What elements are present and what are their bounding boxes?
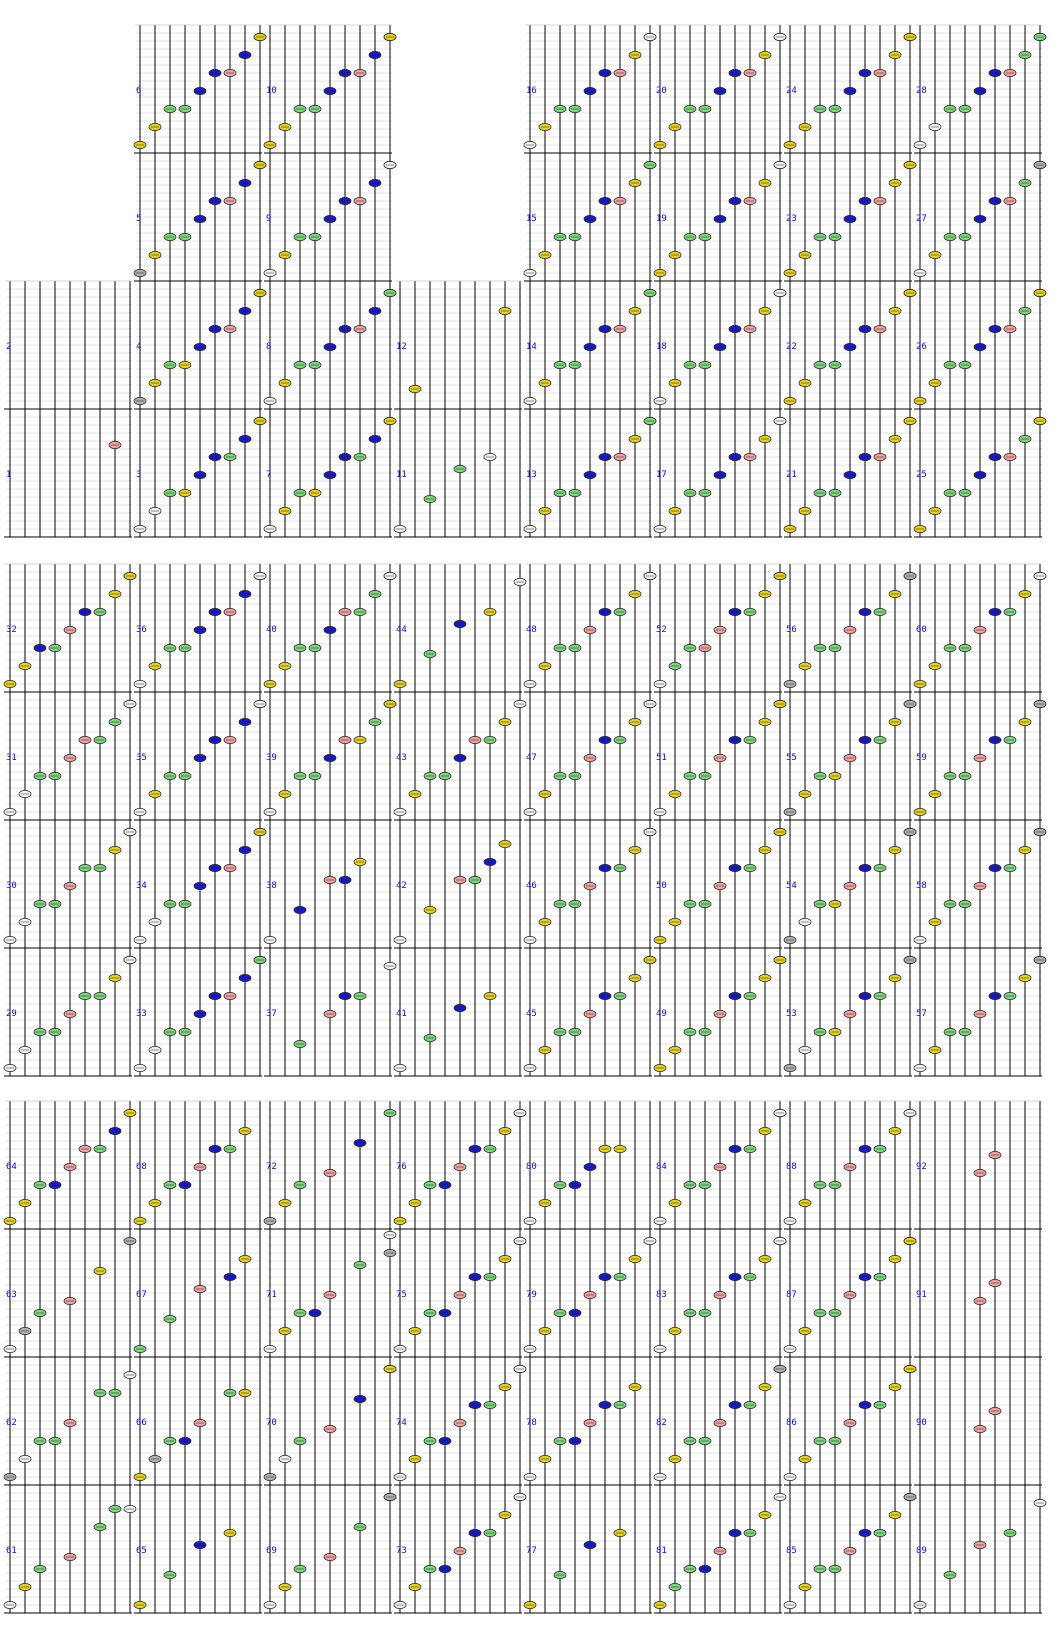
staff-column-row-2-3 bbox=[264, 564, 396, 1076]
measure-number: 44 bbox=[396, 625, 407, 635]
measure-number: 48 bbox=[526, 625, 537, 635]
measure-number: 2 bbox=[6, 342, 12, 352]
measure-number: 65 bbox=[136, 1546, 147, 1556]
measure-number: 17 bbox=[656, 470, 667, 480]
measure-number: 49 bbox=[656, 1009, 667, 1019]
measure-number: 25 bbox=[916, 470, 927, 480]
staff-column-row-2-7 bbox=[784, 564, 916, 1076]
measure-number: 87 bbox=[786, 1290, 797, 1300]
measure-number: 9 bbox=[266, 214, 272, 224]
measure-number: 57 bbox=[916, 1009, 927, 1019]
staff-column-row-3-8 bbox=[914, 1101, 1046, 1613]
staff-column-row-1-8 bbox=[914, 25, 1046, 537]
measure-number: 19 bbox=[656, 214, 667, 224]
staff-column-row-2-8 bbox=[914, 564, 1046, 1076]
measure-number: 28 bbox=[916, 86, 927, 96]
measure-number: 21 bbox=[786, 470, 797, 480]
measure-number: 35 bbox=[136, 753, 147, 763]
staff-column-row-1-1 bbox=[4, 281, 132, 537]
measure-number: 30 bbox=[6, 881, 17, 891]
staff-column-row-1-6 bbox=[654, 25, 786, 537]
measure-number: 83 bbox=[656, 1290, 667, 1300]
measure-number: 16 bbox=[526, 86, 537, 96]
staff-column-row-1-7 bbox=[784, 25, 916, 537]
measure-number: 32 bbox=[6, 625, 17, 635]
measure-number: 23 bbox=[786, 214, 797, 224]
measure-number: 69 bbox=[266, 1546, 277, 1556]
measure-number: 60 bbox=[916, 625, 927, 635]
measure-number: 88 bbox=[786, 1162, 797, 1172]
measure-number: 63 bbox=[6, 1290, 17, 1300]
staff-column-row-3-3 bbox=[264, 1101, 396, 1613]
staff-column-row-2-5 bbox=[524, 564, 656, 1076]
measure-number: 3 bbox=[136, 470, 142, 480]
measure-number: 10 bbox=[266, 86, 277, 96]
measure-number: 78 bbox=[526, 1418, 537, 1428]
measure-number: 34 bbox=[136, 881, 147, 891]
measure-number: 38 bbox=[266, 881, 277, 891]
measure-number: 81 bbox=[656, 1546, 667, 1556]
measure-number: 74 bbox=[396, 1418, 407, 1428]
measure-number: 76 bbox=[396, 1162, 407, 1172]
measure-number: 89 bbox=[916, 1546, 927, 1556]
staff-column-row-3-5 bbox=[524, 1101, 656, 1613]
staff-column-row-3-4 bbox=[394, 1101, 526, 1613]
measure-number: 77 bbox=[526, 1546, 537, 1556]
measure-number: 13 bbox=[526, 470, 537, 480]
measure-number: 22 bbox=[786, 342, 797, 352]
measure-number: 75 bbox=[396, 1290, 407, 1300]
measure-number: 50 bbox=[656, 881, 667, 891]
measure-number: 47 bbox=[526, 753, 537, 763]
measure-number: 51 bbox=[656, 753, 667, 763]
measure-number: 71 bbox=[266, 1290, 277, 1300]
measure-number: 37 bbox=[266, 1009, 277, 1019]
measure-number: 43 bbox=[396, 753, 407, 763]
staff-column-row-1-4 bbox=[394, 281, 522, 537]
staff-column-row-3-2 bbox=[134, 1101, 262, 1613]
measure-number: 64 bbox=[6, 1162, 17, 1172]
measure-number: 56 bbox=[786, 625, 797, 635]
measure-number: 12 bbox=[396, 342, 407, 352]
measure-number: 18 bbox=[656, 342, 667, 352]
measure-number: 61 bbox=[6, 1546, 17, 1556]
measure-number: 7 bbox=[266, 470, 272, 480]
measure-number: 39 bbox=[266, 753, 277, 763]
measure-number: 31 bbox=[6, 753, 17, 763]
staff-column-row-2-1 bbox=[4, 564, 136, 1076]
measure-number: 67 bbox=[136, 1290, 147, 1300]
measure-number: 11 bbox=[396, 470, 407, 480]
staff-column-row-1-2 bbox=[134, 25, 266, 537]
measure-number: 8 bbox=[266, 342, 272, 352]
measure-number: 24 bbox=[786, 86, 797, 96]
measure-number: 80 bbox=[526, 1162, 537, 1172]
measure-number: 41 bbox=[396, 1009, 407, 1019]
measure-number: 58 bbox=[916, 881, 927, 891]
measure-number: 68 bbox=[136, 1162, 147, 1172]
measure-number: 79 bbox=[526, 1290, 537, 1300]
measure-number: 5 bbox=[136, 214, 142, 224]
measure-number: 92 bbox=[916, 1162, 927, 1172]
measure-number: 86 bbox=[786, 1418, 797, 1428]
measure-number: 29 bbox=[6, 1009, 17, 1019]
staff-column-row-3-6 bbox=[654, 1101, 786, 1613]
measure-number: 55 bbox=[786, 753, 797, 763]
measure-number: 1 bbox=[6, 470, 12, 480]
measure-number: 70 bbox=[266, 1418, 277, 1428]
measure-number: 73 bbox=[396, 1546, 407, 1556]
measure-number: 66 bbox=[136, 1418, 147, 1428]
measure-number: 46 bbox=[526, 881, 537, 891]
measure-number: 27 bbox=[916, 214, 927, 224]
measure-number: 90 bbox=[916, 1418, 927, 1428]
staff-column-row-2-2 bbox=[134, 564, 266, 1076]
measure-number: 59 bbox=[916, 753, 927, 763]
measure-number: 62 bbox=[6, 1418, 17, 1428]
measure-number: 84 bbox=[656, 1162, 667, 1172]
measure-number: 52 bbox=[656, 625, 667, 635]
measure-number: 91 bbox=[916, 1290, 927, 1300]
measure-number: 15 bbox=[526, 214, 537, 224]
staff-column-row-1-5 bbox=[524, 25, 656, 537]
staff-column-row-2-6 bbox=[654, 564, 786, 1076]
measure-number: 40 bbox=[266, 625, 277, 635]
staff-column-row-1-3 bbox=[264, 25, 396, 537]
measure-number: 33 bbox=[136, 1009, 147, 1019]
measure-number: 72 bbox=[266, 1162, 277, 1172]
measure-number: 42 bbox=[396, 881, 407, 891]
measure-number: 20 bbox=[656, 86, 667, 96]
measure-number: 85 bbox=[786, 1546, 797, 1556]
measure-number: 82 bbox=[656, 1418, 667, 1428]
measure-number: 14 bbox=[526, 342, 537, 352]
staff-column-row-3-7 bbox=[784, 1101, 916, 1613]
staff-column-row-3-1 bbox=[4, 1101, 136, 1613]
measure-number: 4 bbox=[136, 342, 142, 352]
staff-column-row-2-4 bbox=[394, 564, 526, 1076]
measure-number: 54 bbox=[786, 881, 797, 891]
measure-number: 45 bbox=[526, 1009, 537, 1019]
measure-number: 53 bbox=[786, 1009, 797, 1019]
measure-number: 6 bbox=[136, 86, 142, 96]
measure-number: 26 bbox=[916, 342, 927, 352]
measure-number: 36 bbox=[136, 625, 147, 635]
